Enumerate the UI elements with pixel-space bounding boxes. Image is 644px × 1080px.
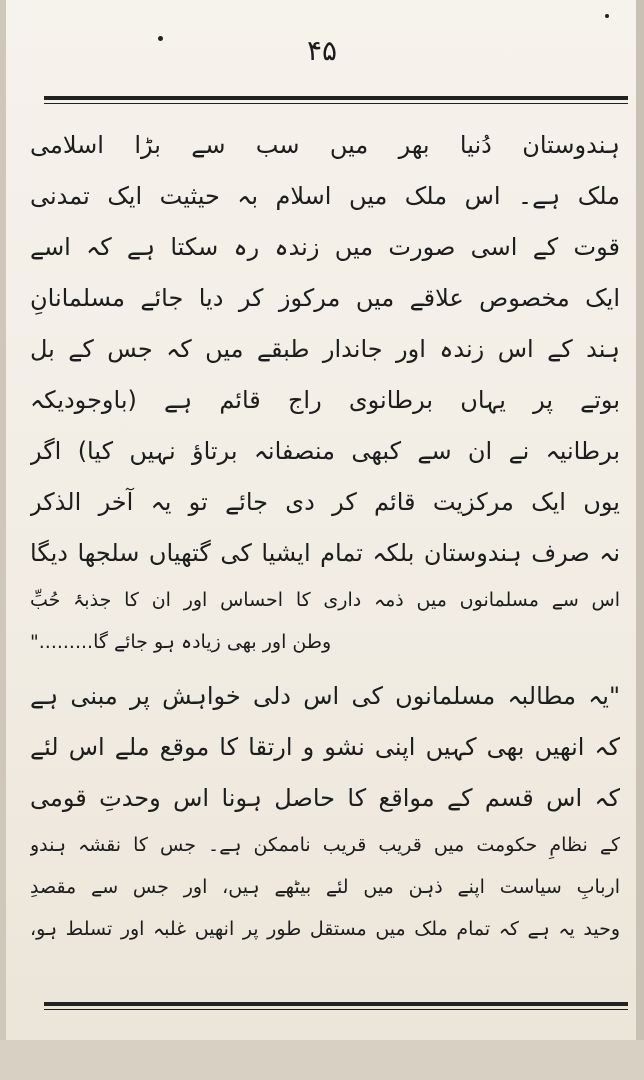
- text-line: ملک ہے۔ اس ملک میں اسلام بہ حیثیت ایک تمدنی: [30, 182, 620, 210]
- text-line: کہ انھیں بھی کہیں اپنی نشو و ارتقا کا موقع ملے اس لئے: [30, 733, 620, 761]
- text-line: کہ اس قسم کے مواقع کا حاصل ہونا اس وحدتِ قومی: [30, 784, 620, 812]
- page-edge-right: [636, 0, 644, 1080]
- text-line: یوں ایک مرکزیت قائم کر دی جائے تو یہ آخر الذکر: [30, 488, 620, 516]
- text-line: کے نظامِ حکومت میں قریب قریب ناممکن ہے۔ جس کا نقشہ ہندو: [30, 834, 620, 856]
- text-line: برطانیہ نے ان سے کبھی منصفانہ برتاؤ نہیں کیا) اگر: [30, 437, 620, 465]
- text-line: اربابِ سیاست اپنے ذہن میں لئے بیٹھے ہیں، اور جس سے مقصدِ: [30, 876, 620, 898]
- text-line: ہندوستان دُنیا بھر میں سب سے بڑا اسلامی: [30, 131, 620, 159]
- page-body-text: [30, 120, 620, 950]
- bottom-rule: [44, 1002, 628, 1010]
- text-line: وطن اور بھی زیادہ ہو جائے گا.........": [30, 631, 332, 653]
- ink-speck: [605, 14, 609, 18]
- text-line: بوتے پر یہاں برطانوی راج قائم ہے (باوجودیکہ: [30, 386, 620, 414]
- page-edge-left: [0, 0, 6, 1080]
- text-line: وحید یہ ہے کہ تمام ملک میں مستقل طور پر انھیں غلبہ اور تسلط ہو،: [30, 918, 620, 940]
- text-line: "یہ مطالبہ مسلمانوں کی اس دلی خواہش پر مبنی ہے: [30, 682, 620, 710]
- text-line: قوت کے اسی صورت میں زندہ رہ سکتا ہے کہ اسے: [30, 233, 620, 261]
- text-line: اس سے مسلمانوں میں ذمہ داری کا احساس اور ان کا جذبۂ حُبِّ: [30, 589, 620, 611]
- page-number: ۴۵: [306, 34, 338, 67]
- text-line: ہند کے اس زندہ اور جاندار طبقے میں کہ جس کے بل: [30, 335, 620, 363]
- page-edge-bottom: [0, 1040, 644, 1080]
- top-rule: [44, 96, 628, 104]
- text-line: ایک مخصوص علاقے میں مرکوز کر دیا جائے مسلمانانِ: [30, 284, 620, 312]
- text-line: نہ صرف ہندوستان بلکہ تمام ایشیا کی گتھیاں سلجھا دیگا: [30, 539, 620, 567]
